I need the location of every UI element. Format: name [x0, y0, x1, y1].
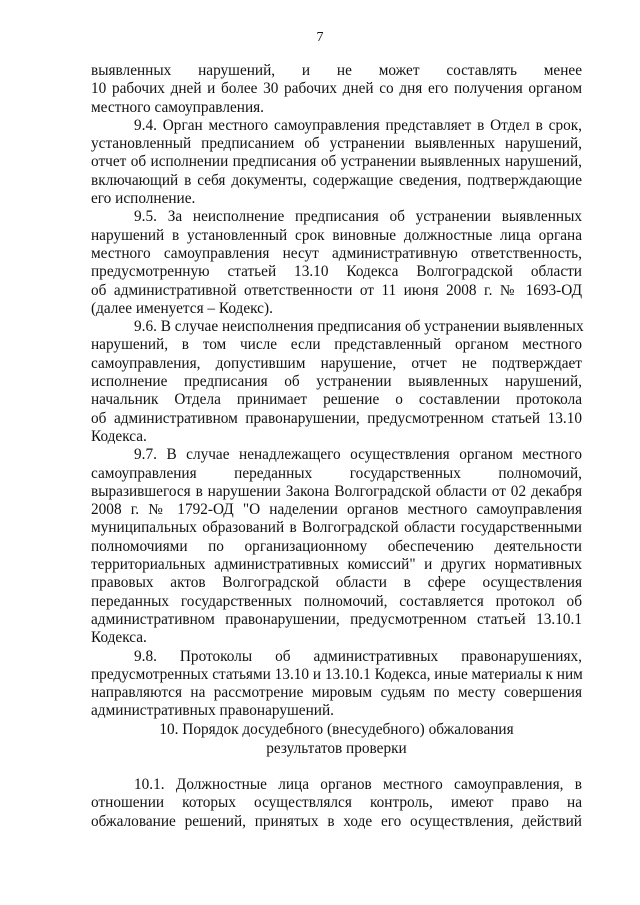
text-line: отчет об исполнении предписания об устранении выявленных нарушений,: [91, 153, 582, 171]
text-line: местного самоуправления.: [91, 98, 264, 116]
text-line: полномочиями по организационному обеспечению деятельности: [91, 537, 582, 555]
text-line: самоуправления, допустившим нарушение, отчет не подтверждает: [91, 354, 582, 372]
text-line: 9.7. В случае ненадлежащего осуществления органом местного: [134, 446, 582, 464]
text-line: переданных государственных полномочий, составляется протокол об: [91, 592, 582, 610]
text-line: 9.5. За неисполнение предписания об устранении выявленных: [134, 208, 582, 226]
text-line: начальник Отдела принимает решение о составлении протокола: [91, 391, 582, 409]
text-line: выявленных нарушений, и не может составлять менее: [91, 62, 582, 79]
page-number: 7: [316, 30, 324, 45]
text-line: обжалование решений, принятых в ходе его осуществления, действий: [91, 812, 582, 830]
text-line: территориальных административных комиссий" и других нормативных: [91, 556, 582, 574]
text-line: местного самоуправления несут административную ответственность,: [91, 244, 582, 262]
section-heading-line: результатов проверки: [266, 740, 407, 757]
text-line: административных правонарушений.: [91, 702, 334, 720]
text-line: нарушений в установленный срок виновные должностные лица органа: [91, 226, 582, 244]
text-line: Кодекса.: [91, 629, 147, 647]
text-line: включающий в себя документы, содержащие сведения, подтверждающие: [91, 171, 582, 189]
text-line: предусмотренных статьями 13.10 и 13.10.1 Кодекса, иные материалы к ним: [91, 665, 583, 683]
text-line: отношении которых осуществлялся контроль, имеют право на: [91, 794, 582, 812]
text-line: 10 рабочих дней и более 30 рабочих дней со дня его получения органом: [91, 80, 582, 98]
text-line: 9.6. В случае неисполнения предписания об устранении выявленных: [134, 318, 584, 336]
text-line: правовых актов Волгоградской области в сфере осуществления: [91, 574, 582, 592]
text-line: 9.8. Протоколы об административных правонарушениях,: [134, 647, 582, 665]
text-line: административном правонарушении, предусмотренном статьей 13.10.1: [91, 610, 582, 628]
text-line: предусмотренную статьей 13.10 Кодекса Волгоградской области: [91, 263, 582, 281]
text-line: Кодекса.: [91, 427, 147, 445]
text-line: выразившегося в нарушении Закона Волгоградской области от 02 декабря: [91, 482, 582, 500]
text-line: (далее именуется – Кодекс).: [91, 299, 273, 317]
text-line: 10.1. Должностные лица органов местного самоуправления, в: [134, 776, 582, 793]
text-line: его исполнение.: [91, 190, 196, 208]
text-line: исполнение предписания об устранении выявленных нарушений,: [91, 373, 582, 391]
text-line: 2008 г. № 1792-ОД "О наделении органов местного самоуправления: [91, 501, 582, 519]
body-text: [91, 62, 582, 721]
text-line: об административном правонарушении, предусмотренном статьей 13.10: [91, 409, 582, 427]
section-heading: [91, 720, 582, 758]
text-line: направляются на рассмотрение мировым судьям по месту совершения: [91, 684, 582, 702]
text-line: установленный предписанием об устранении выявленных нарушений,: [91, 135, 582, 153]
text-line: муниципальных образований в Волгоградской области государственными: [91, 519, 582, 537]
text-line: 9.4. Орган местного самоуправления представляет в Отдел в срок,: [134, 116, 582, 134]
section-10-text: [91, 776, 582, 831]
text-line: нарушений, в том числе если представленный органом местного: [91, 336, 582, 354]
section-heading-line: 10. Порядок досудебного (внесудебного) обжалования: [159, 721, 514, 738]
text-line: самоуправления переданных государственных полномочий,: [91, 464, 582, 482]
text-line: об административной ответственности от 11 июня 2008 г. № 1693-ОД: [91, 281, 582, 299]
